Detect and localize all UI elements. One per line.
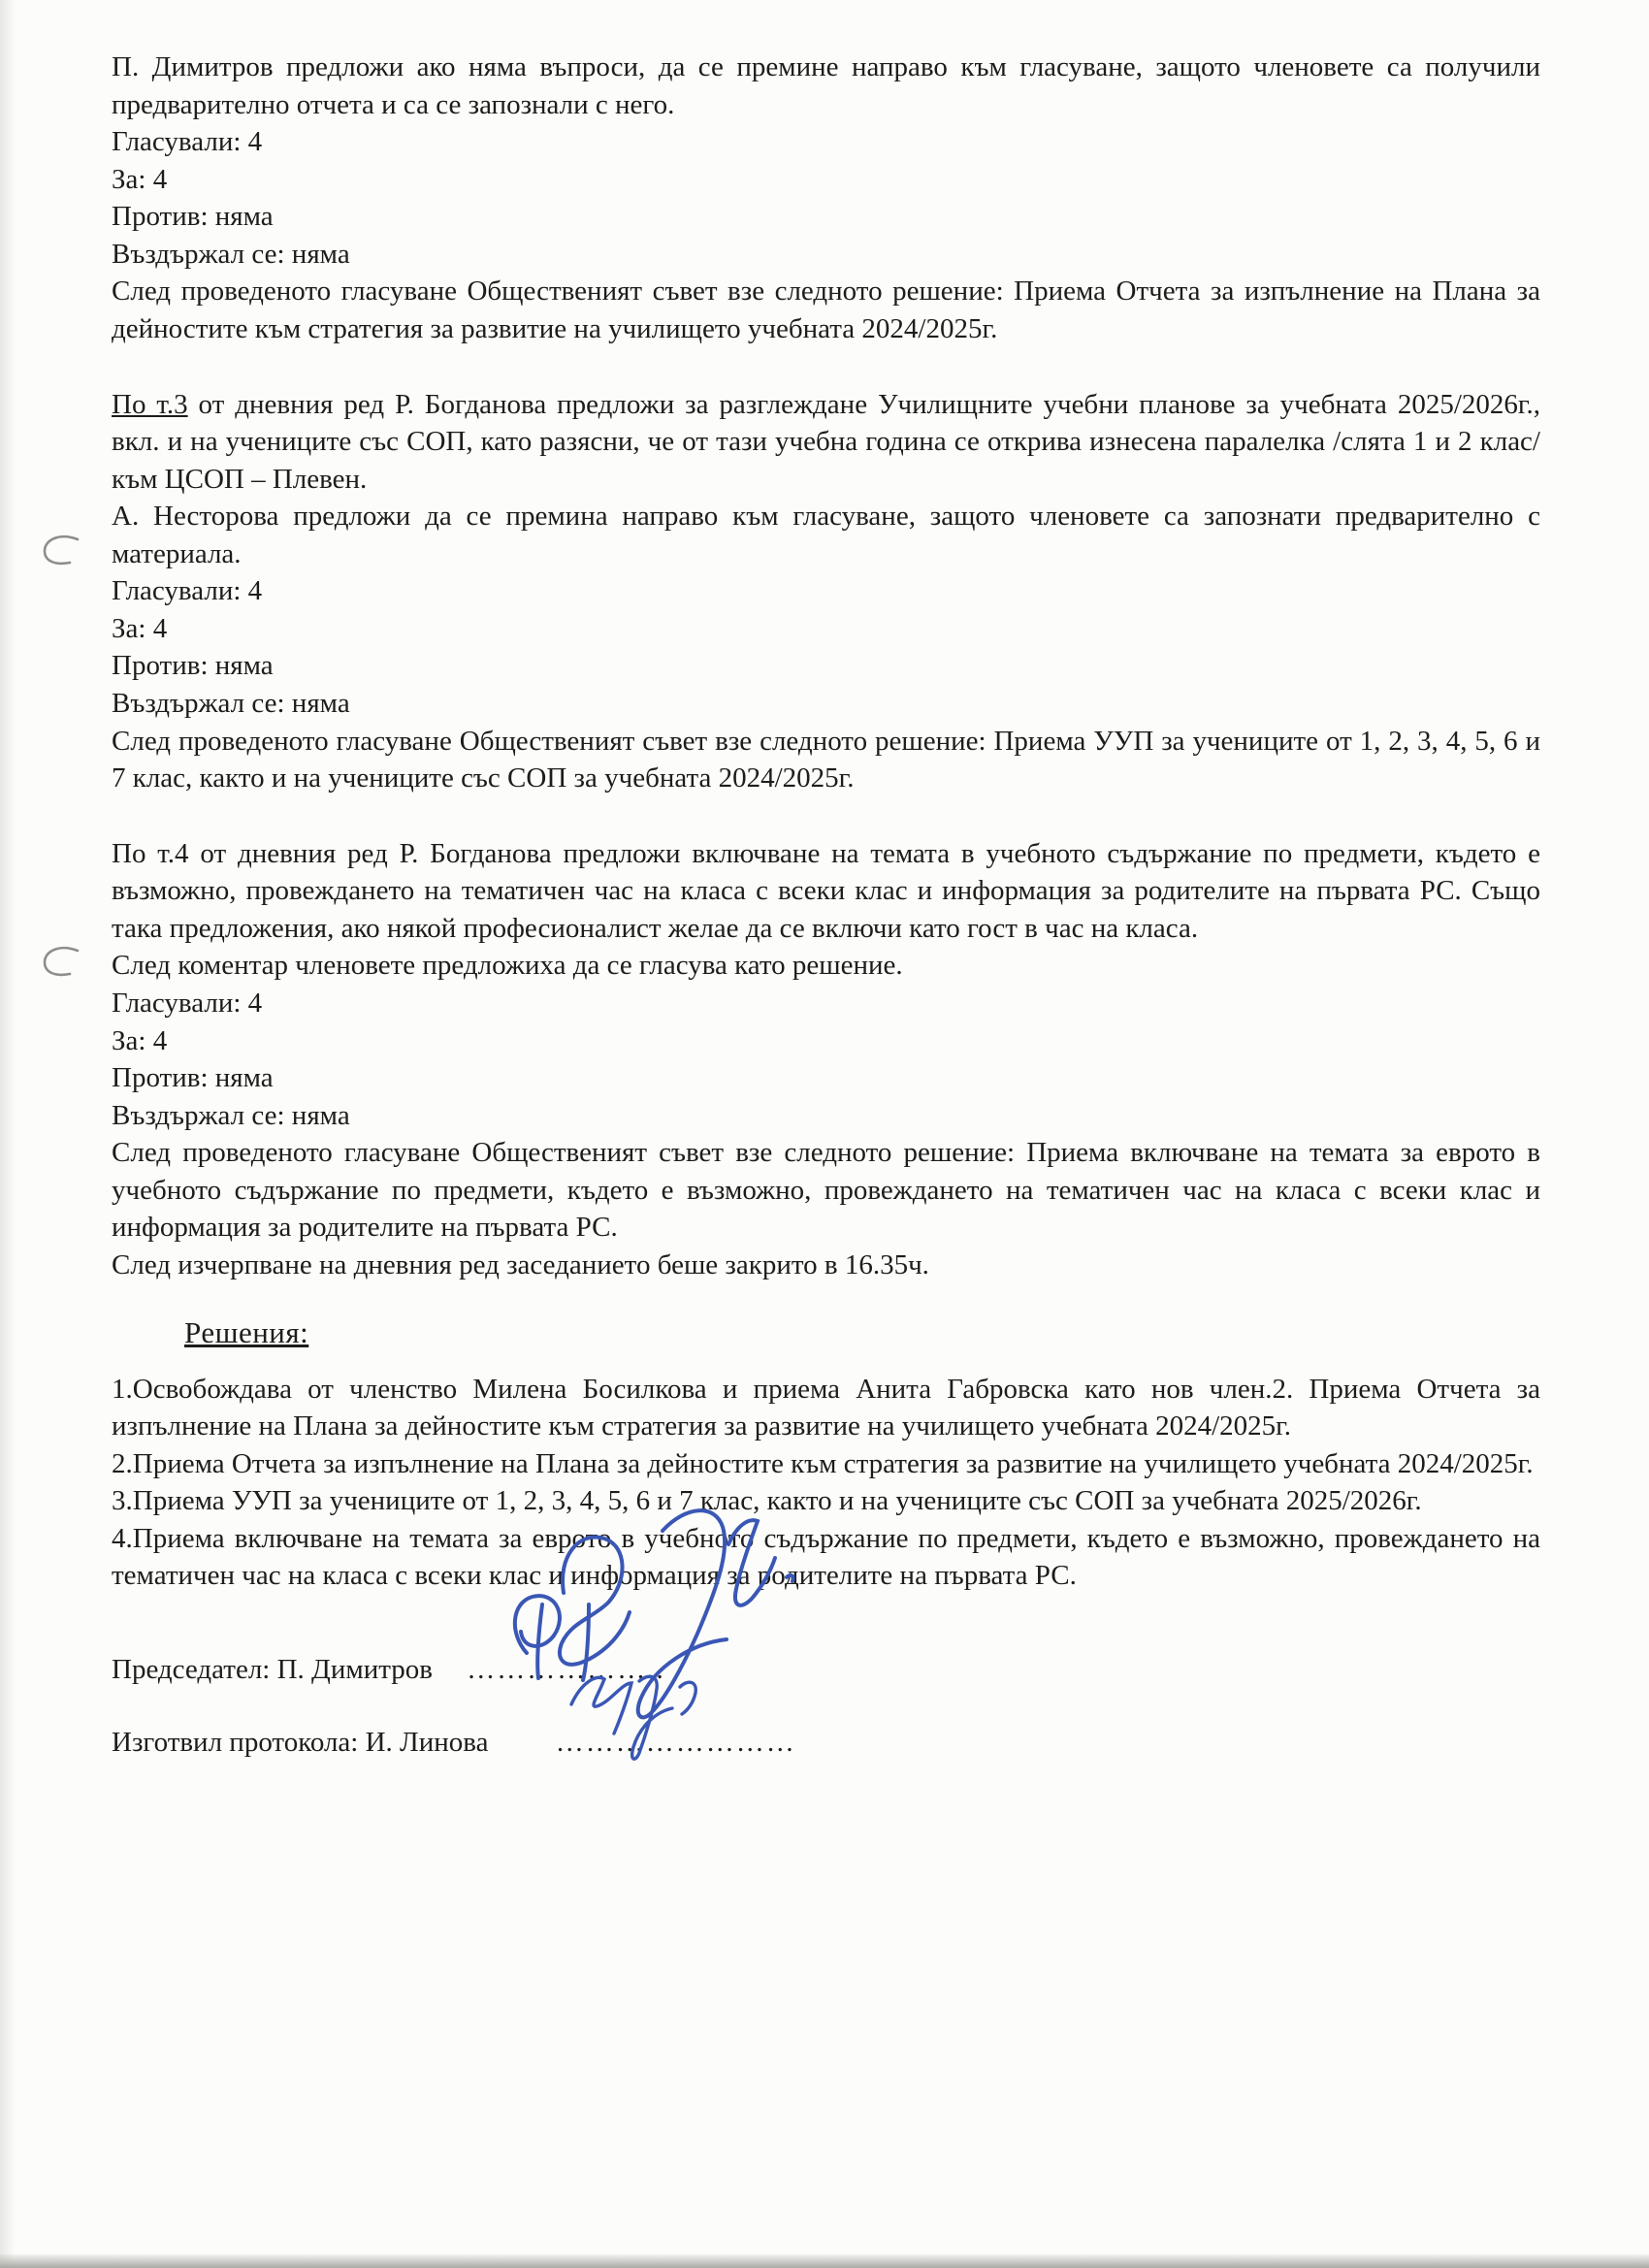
vote-line-for: За: 4 xyxy=(112,612,168,644)
vote-line-abstained: Въздържал се: няма xyxy=(112,1099,350,1131)
vote-block-1 xyxy=(112,123,1540,273)
paragraph-nestorova-proposal: А. Несторова предложи да се премина направо към гласуване, защото членовете са запознати предварително с материала. xyxy=(112,501,1540,569)
vote-line-against: Против: няма xyxy=(112,201,274,233)
decisions-list xyxy=(112,1371,1540,1595)
secretary-signature-dots: …………………… xyxy=(555,1726,796,1758)
paragraph-agenda-item4: По т.4 от дневния ред Р. Богданова предложи включване на темата в учебното съдържание по предмети, където е възможно, провеждането на тематичен час на класа с всеки клас и информация за родителите на първата РС. Също така предложения, ако някой професионалист желае да се включи като гост в час на класа. xyxy=(112,837,1540,944)
decision-item-3: 3.Приема УУП за учениците от 1, 2, 3, 4, 5, 6 и 7 клас, както и на учениците със СОП за учебната 2025/2026г. xyxy=(112,1485,1422,1517)
agenda-item3-text: от дневния ред Р. Богданова предложи за разглеждане Училищните учебни планове за учебната 2025/2026г., вкл. и на учениците със СОП, като разясни, че от тази учебна година се открива изнесена паралелка /слята 1 и 2 клас/ към ЦСОП – Плевен. xyxy=(112,388,1540,495)
vote-line-against: Против: няма xyxy=(112,650,274,682)
vote-block-2 xyxy=(112,572,1540,722)
paragraph-vote-proposal-item2: П. Димитров предложи ако няма въпроси, да се премине направо към гласуване, защото членовете са получили предварително отчета и са се запознали с него. xyxy=(112,51,1540,120)
scan-artifact-curve-bottom xyxy=(39,943,81,982)
paragraph-decision-item4: След проведеното гласуване Общественият съвет взе следното решение: Приема включване на темата за еврото в учебното съдържание по предмети, където е възможно, провеждането на тематичен час на класа с всеки клас и информация за родителите на първата РС. xyxy=(112,1137,1540,1244)
paragraph-decision-item2: След проведеното гласуване Общественият съвет взе следното решение: Приема Отчета за изпълнение на Плана за дейностите към стратегия за развитие на училището учебната 2024/2025г. xyxy=(112,275,1540,344)
decision-item-4: 4.Приема включване на темата за еврото в учебното съдържание по предмети, където е възможно, провеждането на тематичен час на класа с всеки клас и информация за родителите на първата РС. xyxy=(112,1522,1540,1592)
vote-line-total: Гласували: 4 xyxy=(112,126,263,158)
paragraph-decision-item3: След проведеното гласуване Общественият съвет взе следното решение: Приема УУП за учениците от 1, 2, 3, 4, 5, 6 и 7 клас, както и на учениците със СОП за учебната 2024/2025г. xyxy=(112,725,1540,794)
vote-line-for: За: 4 xyxy=(112,1024,168,1056)
paragraph-comment-note: След коментар членовете предложиха да се гласува като решение. xyxy=(112,950,903,982)
vote-line-for: За: 4 xyxy=(112,163,168,195)
vote-line-total: Гласували: 4 xyxy=(112,987,263,1019)
decision-item-1: 1.Освобождава от членство Милена Босилкова и приема Анита Габровска като нов член.2. Приема Отчета за изпълнение на Плана за дейностите към стратегия за развитие на училището учебната 2024/2025г. xyxy=(112,1373,1540,1442)
paragraph-agenda-item3 xyxy=(112,386,1540,499)
signature-row-chairman xyxy=(112,1651,1540,1689)
paragraph-meeting-closed: След изчерпване на дневния ред заседанието беше закрито в 16.35ч. xyxy=(112,1248,929,1280)
decision-item-2: 2.Приема Отчета за изпълнение на Плана за дейностите към стратегия за развитие на училището учебната 2024/2025г. xyxy=(112,1447,1534,1479)
chairman-signature-dots: ……………….. xyxy=(467,1654,665,1686)
decisions-heading: Решения: xyxy=(184,1315,309,1350)
vote-line-abstained: Въздържал се: няма xyxy=(112,688,350,719)
vote-line-abstained: Въздържал се: няма xyxy=(112,238,350,270)
scan-artifact-curve-top xyxy=(39,532,81,570)
chairman-label: Председател: П. Димитров xyxy=(112,1654,433,1686)
agenda-item3-label: По т.3 xyxy=(112,388,188,420)
blank-line xyxy=(112,348,1540,386)
secretary-label: Изготвил протокола: И. Линова xyxy=(112,1726,489,1758)
vote-line-against: Против: няма xyxy=(112,1062,274,1094)
vote-line-total: Гласували: 4 xyxy=(112,575,263,607)
blank-line xyxy=(112,797,1540,835)
vote-block-3 xyxy=(112,985,1540,1134)
signature-row-secretary xyxy=(112,1724,1540,1762)
document-body xyxy=(112,49,1540,1761)
